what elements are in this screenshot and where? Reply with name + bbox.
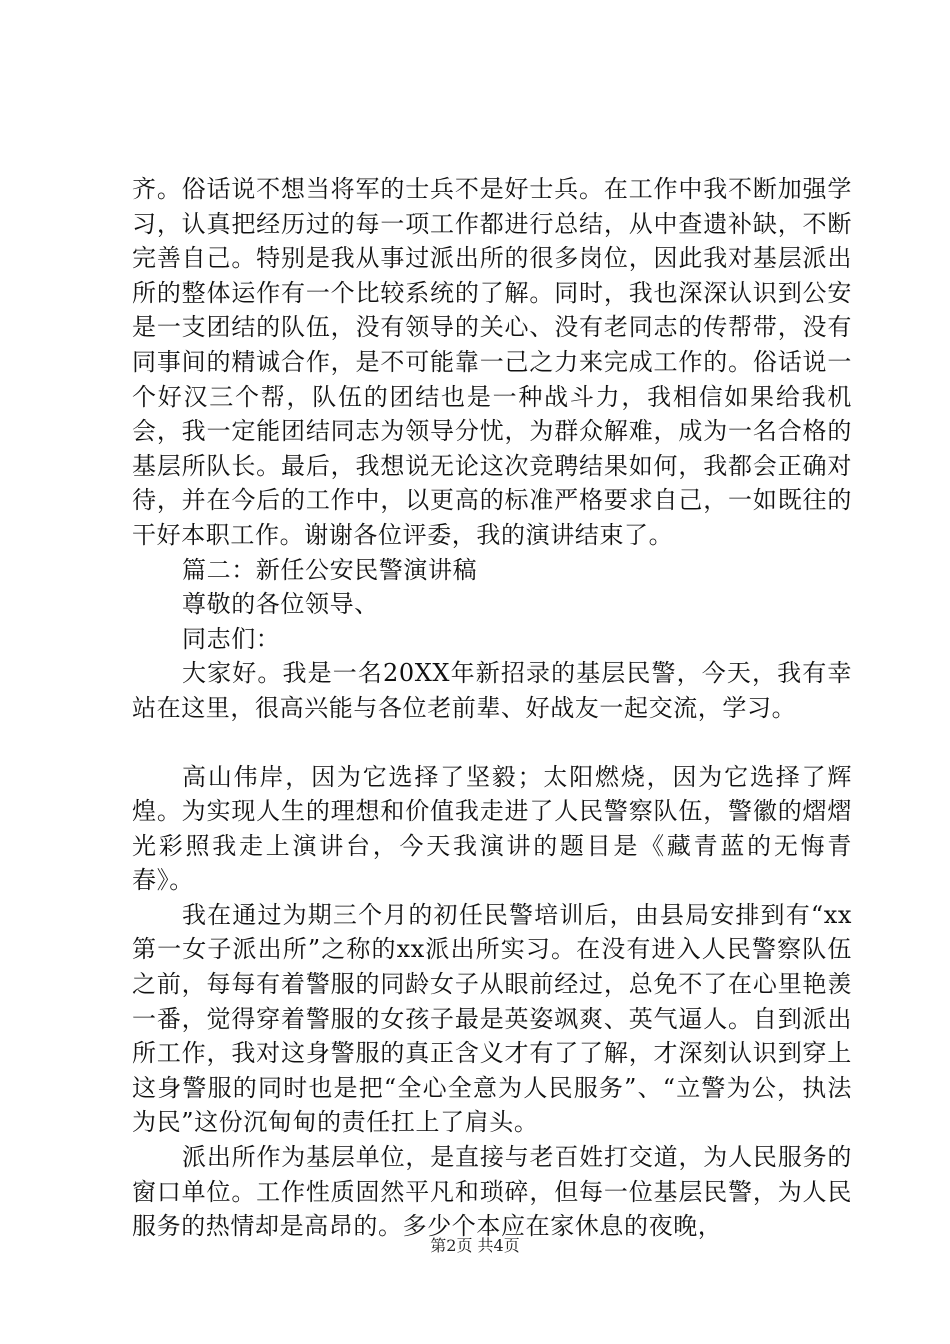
salutation-line: 尊敬的各位领导、 (182, 590, 379, 619)
salutation-line: 同志们： (182, 624, 281, 653)
body-paragraph: 齐。俗话说不想当将军的士兵不是好士兵。在工作中我不断加强学习，认真把经历过的每一项工作都进行总结，从中查遗补缺，不断完善自己。特别是我从事过派出所的很多岗位，因此我对基层派出所的整体运作有一个比较系统的了解。同时，我也深深认识到公安是一支团结的队伍，没有领导的关心、没有老同志的传帮带，没有同事间的精诚合作，是不可能靠一己之力来完成工作的。俗话说一个好汉三个帮，队伍的团结也是一种战斗力，我相信如果给我机会，我一定能团结同志为领导分忧，为群众解难，成为一名合格的基层所队长。最后，我想说无论这次竞聘结果如何，我都会正确对待，并在今后的工作中，以更高的标准严格要求自己，一如既往的干好本职工作。谢谢各位评委，我的演讲结束了。 (132, 175, 852, 549)
body-paragraph: 大家好。我是一名20XX年新招录的基层民警，今天，我有幸站在这里，很高兴能与各位老前辈、好战友一起交流，学习。 (132, 659, 852, 722)
body-paragraph: 我在通过为期三个月的初任民警培训后，由县局安排到有“xx第一女子派出所”之称的xx派出所实习。在没有进入人民警察队伍之前，每每有着警服的同龄女子从眼前经过，总免不了在心里艳羡一番，觉得穿着警服的女孩子最是英姿飒爽、英气逼人。自到派出所工作，我对这身警服的真正含义才有了了解，才深刻认识到穿上这身警服的同时也是把“全心全意为人民服务”、“立警为公，执法为民”这份沉甸甸的责任扛上了肩头。 (132, 900, 852, 1137)
body-paragraph: 高山伟岸，因为它选择了坚毅；太阳燃烧，因为它选择了辉煌。为实现人生的理想和价值我走进了人民警察队伍，警徽的熠熠光彩照我走上演讲台，今天我演讲的题目是《藏青蓝的无悔青春》。 (132, 762, 852, 895)
body-paragraph: 派出所作为基层单位，是直接与老百姓打交道，为人民服务的窗口单位。工作性质固然平凡和琐碎，但每一位基层民警，为人民服务的热情却是高昂的。多少个本应在家休息的夜晚， (132, 1143, 852, 1241)
section-heading: 篇二：新任公安民警演讲稿 (182, 555, 478, 584)
page-number-footer: 第2页 共4页 (430, 1236, 520, 1255)
document-body (132, 172, 852, 1244)
